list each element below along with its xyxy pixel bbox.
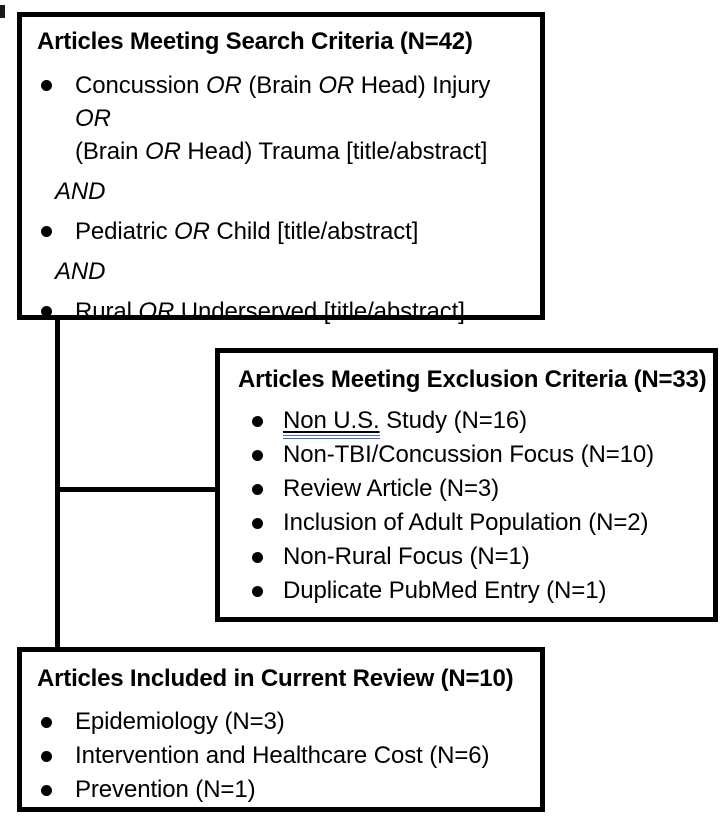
- bullet-icon: [252, 552, 263, 563]
- bullet-icon: [252, 416, 263, 427]
- item-text: Epidemiology (N=3): [75, 708, 285, 735]
- bullet-icon: [252, 484, 263, 495]
- grammar-underlined-text: Non U.S.: [283, 407, 380, 439]
- box-exclusion-criteria: [215, 348, 718, 622]
- search-criteria-item-list: [28, 69, 528, 328]
- bullet-icon: [41, 80, 52, 91]
- bullet-item: [28, 706, 528, 738]
- exclusion-criteria-item-list: [226, 405, 701, 606]
- item-text: Intervention and Healthcare Cost (N=6): [75, 742, 490, 769]
- item-text: Prevention (N=1): [75, 776, 256, 803]
- box-included-review: [17, 647, 545, 812]
- bullet-item: [226, 405, 701, 436]
- bullet-item: [28, 69, 528, 168]
- bullet-icon: [41, 306, 52, 317]
- boolean-operator: [28, 255, 528, 288]
- search-criteria-title: Articles Meeting Search Criteria (N=42): [37, 28, 473, 55]
- item-text: Inclusion of Adult Population (N=2): [283, 509, 649, 536]
- bullet-item: [28, 215, 528, 248]
- item-text: Review Article (N=3): [283, 475, 500, 502]
- bullet-icon: [41, 717, 52, 728]
- bullet-item: [28, 295, 528, 328]
- item-text: Non-TBI/Concussion Focus (N=10): [283, 441, 655, 468]
- item-text: AND: [55, 178, 106, 205]
- item-text: Duplicate PubMed Entry (N=1): [283, 577, 607, 604]
- boolean-operator: [28, 175, 528, 208]
- bullet-item: [28, 774, 528, 806]
- bullet-icon: [41, 785, 52, 796]
- item-text: Concussion OR (Brain OR Head) Injury OR (Brain OR Head) Trauma [title/abstract]: [75, 72, 491, 165]
- bullet-icon: [252, 586, 263, 597]
- bullet-icon: [41, 751, 52, 762]
- bullet-item: [226, 575, 701, 606]
- bullet-icon: [252, 518, 263, 529]
- box-search-criteria: [17, 12, 545, 325]
- bullet-item: [226, 473, 701, 504]
- item-text: AND: [55, 258, 106, 285]
- connector-horizontal-line: [55, 487, 217, 492]
- bullet-item: [226, 507, 701, 538]
- item-text: Non U.S. Study (N=16): [283, 405, 527, 436]
- item-text: Non-Rural Focus (N=1): [283, 543, 530, 570]
- scan-artifact: [0, 5, 5, 18]
- bullet-icon: [41, 226, 52, 237]
- bullet-item: [28, 740, 528, 772]
- connector-vertical-line: [55, 318, 60, 650]
- exclusion-criteria-title: Articles Meeting Exclusion Criteria (N=33): [238, 366, 707, 393]
- included-review-title: Articles Included in Current Review (N=10): [37, 665, 514, 692]
- included-review-item-list: [28, 706, 528, 806]
- bullet-item: [226, 541, 701, 572]
- item-text: Rural OR Underserved [title/abstract]: [75, 298, 465, 325]
- bullet-item: [226, 439, 701, 470]
- bullet-icon: [252, 450, 263, 461]
- item-text: Pediatric OR Child [title/abstract]: [75, 218, 419, 245]
